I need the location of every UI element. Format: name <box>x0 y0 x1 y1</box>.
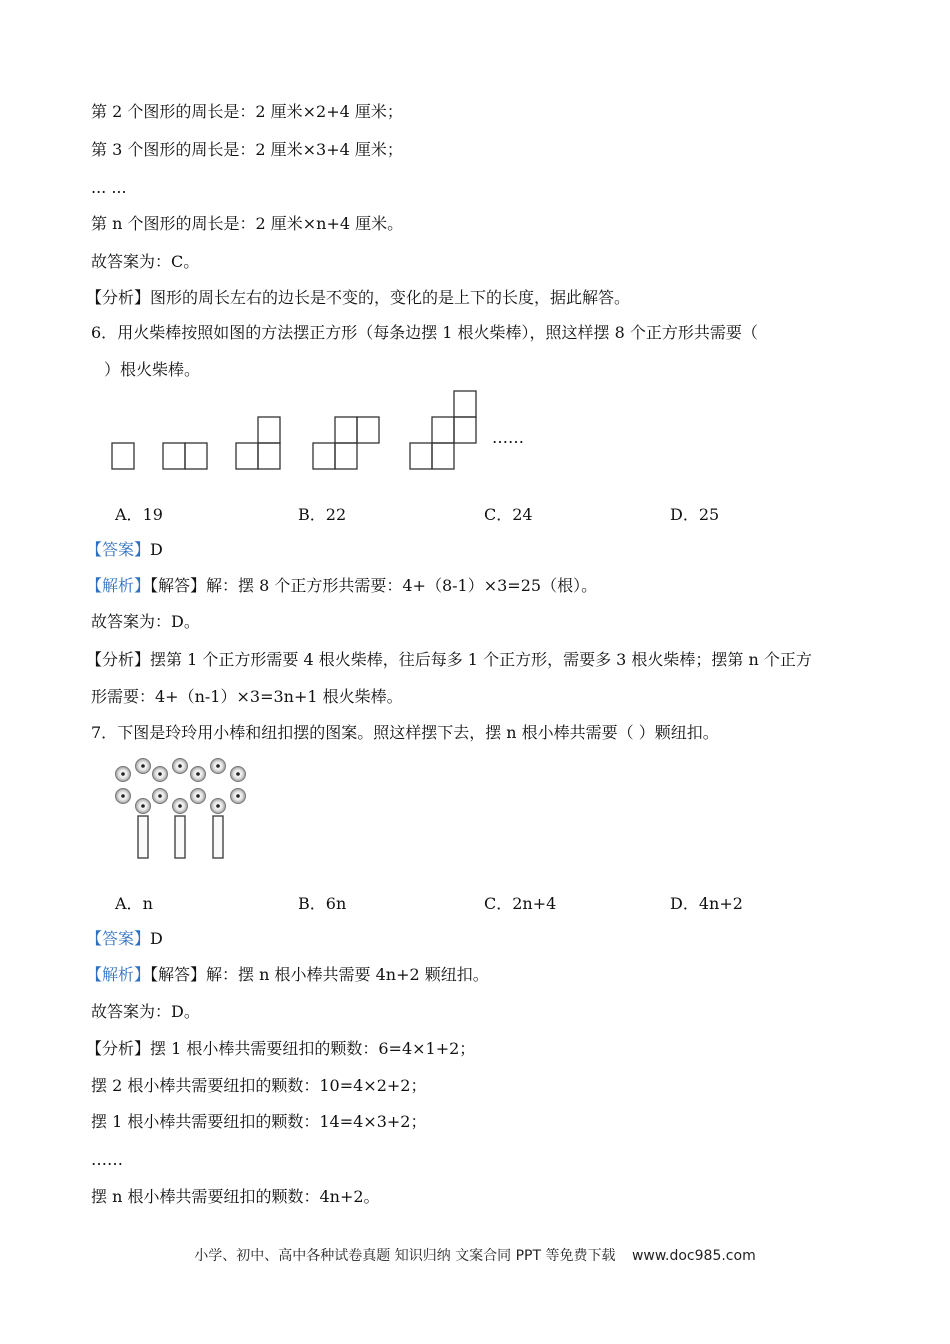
q6-option-c[interactable] <box>484 505 533 525</box>
q7-conclusion: 故答案为：D。 <box>91 1002 200 1021</box>
option-letter: A． <box>115 505 143 524</box>
answer-value: D <box>150 540 163 559</box>
explain-text: 【解答】解：摆 8 个正方形共需要：4+（8-1）×3=25（根）。 <box>150 576 598 595</box>
explain-text: 【解答】解：摆 n 根小棒共需要 4n+2 颗纽扣。 <box>150 965 489 984</box>
q7-analysis-line-4: 摆 n 根小棒共需要纽扣的颗数：4n+2。 <box>91 1187 380 1206</box>
option-value: 19 <box>142 505 163 524</box>
page-footer <box>0 1245 950 1265</box>
prev-solution-line-1: 第 2 个图形的周长是：2 厘米×2+4 厘米； <box>91 102 403 121</box>
analysis-text: 摆第 1 个正方形需要 4 根火柴棒，往后每多 1 个正方形，需要多 3 根火柴棒；摆第 n 个正方 <box>150 650 812 669</box>
option-value: 4n+2 <box>698 894 743 913</box>
option-letter: D． <box>670 505 699 524</box>
q7-answer <box>86 929 163 949</box>
option-letter: B． <box>298 894 326 913</box>
option-letter: C． <box>484 505 513 524</box>
q7-analysis-line-2: 摆 2 根小棒共需要纽扣的颗数：10=4×2+2； <box>91 1076 427 1095</box>
prev-solution-analysis <box>86 288 630 308</box>
option-value: n <box>142 894 153 913</box>
prev-solution-line-3: 第 n 个图形的周长是：2 厘米×n+4 厘米。 <box>91 214 404 233</box>
figure-3-square-a <box>236 443 258 469</box>
figure-3-square-b <box>258 443 280 469</box>
analysis-tag: 【分析】 <box>86 650 151 669</box>
q7-explanation <box>86 965 489 985</box>
footer-text: 小学、初中、高中各种试卷真题 知识归纳 文案合同 PPT 等免费下载 <box>194 1248 616 1264</box>
q6-figure-ellipsis: …… <box>492 428 524 447</box>
stick-3 <box>213 816 223 858</box>
q7-option-c[interactable] <box>484 894 556 914</box>
q6-option-d[interactable] <box>670 505 719 525</box>
q7-option-a[interactable] <box>115 894 153 914</box>
answer-value: D <box>150 929 163 948</box>
q6-explanation <box>86 576 597 596</box>
q6-stem-line-2: ）根火柴棒。 <box>104 360 201 379</box>
figure-3-square-c <box>258 417 280 443</box>
option-value: 24 <box>512 505 533 524</box>
stick-1 <box>138 816 148 858</box>
q7-text: 下图是玲玲用小棒和纽扣摆的图案。照这样摆下去，摆 n 根小棒共需要（ ）颗纽扣。 <box>117 723 719 742</box>
figure-2-square-a <box>163 443 185 469</box>
explain-tag: 【解析】 <box>86 965 151 984</box>
option-letter: B． <box>298 505 326 524</box>
figure-4-square-c <box>335 417 357 443</box>
figure-1-square <box>112 443 134 469</box>
figure-2-square-b <box>185 443 207 469</box>
figure-5-square-a <box>410 443 432 469</box>
figure-4-square-d <box>357 417 379 443</box>
q6-number: 6． <box>91 323 118 342</box>
analysis-tag: 【分析】 <box>86 288 151 307</box>
sticks-and-buttons-figure <box>108 752 258 864</box>
q6-text: 用火柴棒按照如图的方法摆正方形（每条边摆 1 根火柴棒），照这样摆 8 个正方形共需要（ <box>117 323 758 342</box>
matchstick-squares-figure <box>108 385 538 477</box>
analysis-text: 摆 1 根小棒共需要纽扣的颗数：6=4×1+2； <box>150 1039 476 1058</box>
analysis-text: 图形的周长左右的边长是不变的，变化的是上下的长度，据此解答。 <box>150 288 631 307</box>
figure-5-square-e <box>454 391 476 417</box>
option-letter: A． <box>115 894 143 913</box>
prev-solution-dots: ... ... <box>91 178 127 197</box>
q7-analysis-line-1 <box>86 1039 475 1059</box>
q6-analysis-line-2: 形需要：4+（n-1）×3=3n+1 根火柴棒。 <box>91 687 403 706</box>
q6-conclusion: 故答案为：D。 <box>91 612 200 631</box>
answer-tag: 【答案】 <box>86 929 151 948</box>
prev-solution-answer: 故答案为：C。 <box>91 252 200 271</box>
q6-option-b[interactable] <box>298 505 346 525</box>
q7-stem <box>91 723 719 743</box>
footer-site-link[interactable]: www.doc985.com <box>631 1248 756 1264</box>
answer-tag: 【答案】 <box>86 540 151 559</box>
q6-stem-line-1 <box>91 323 758 343</box>
q7-analysis-dots: …… <box>91 1150 123 1169</box>
option-value: 25 <box>698 505 720 524</box>
q6-answer <box>86 540 163 560</box>
option-value: 6n <box>325 894 347 913</box>
figure-5-square-b <box>432 443 454 469</box>
q7-number: 7． <box>91 723 118 742</box>
q7-option-d[interactable] <box>670 894 743 914</box>
option-value: 2n+4 <box>512 894 557 913</box>
option-value: 22 <box>325 505 347 524</box>
q6-analysis-line-1 <box>86 650 812 670</box>
analysis-tag: 【分析】 <box>86 1039 151 1058</box>
q7-analysis-line-3: 摆 1 根小棒共需要纽扣的颗数：14=4×3+2； <box>91 1112 427 1131</box>
figure-5-square-d <box>454 417 476 443</box>
stick-2 <box>175 816 185 858</box>
figure-4-square-b <box>335 443 357 469</box>
q7-option-b[interactable] <box>298 894 346 914</box>
option-letter: C． <box>484 894 513 913</box>
explain-tag: 【解析】 <box>86 576 151 595</box>
prev-solution-line-2: 第 3 个图形的周长是：2 厘米×3+4 厘米； <box>91 140 403 159</box>
figure-5-square-c <box>432 417 454 443</box>
figure-4-square-a <box>313 443 335 469</box>
option-letter: D． <box>670 894 699 913</box>
q6-option-a[interactable] <box>115 505 163 525</box>
